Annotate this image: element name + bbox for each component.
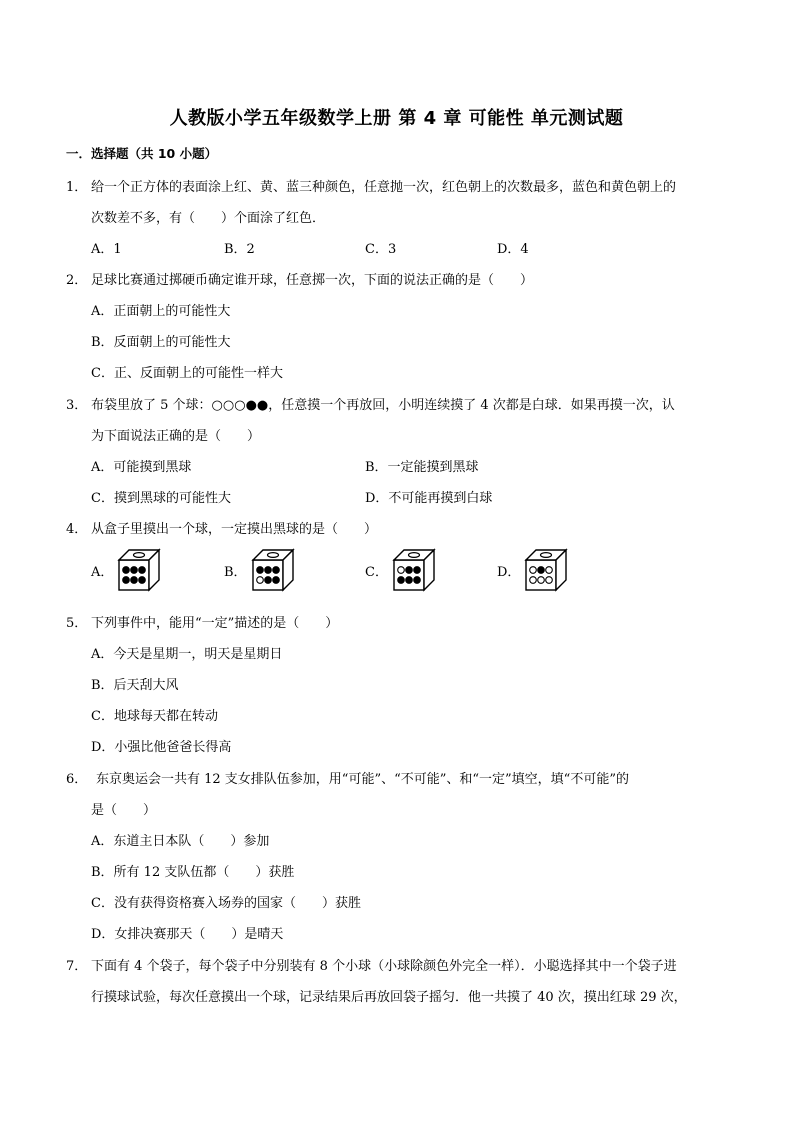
black-ball — [131, 577, 138, 584]
question-5-option-d: D．小强比他爸爸长得高 — [91, 740, 232, 755]
box-front-face — [526, 560, 556, 590]
question-3-number: 3． — [66, 398, 88, 413]
black-ball — [272, 577, 279, 584]
ball-box-icon — [392, 548, 436, 592]
box-front-face — [394, 560, 424, 590]
question-7-number: 7． — [66, 959, 88, 974]
question-6-option-a: A．东道主日本队（ ）参加 — [91, 834, 270, 849]
question-4-option-c — [365, 548, 436, 592]
white-ball — [546, 567, 553, 574]
question-2-number: 2． — [66, 273, 88, 288]
question-5-text-line1: 下列事件中，能用“一定”描述的是（ ） — [91, 616, 339, 631]
question-1-text-line2: 次数差不多，有（ ）个面涂了红色． — [91, 211, 326, 226]
question-6-option-c: C．没有获得资格赛入场券的国家（ ）获胜 — [91, 896, 361, 911]
question-6-number: 6． — [66, 772, 88, 787]
option-label: A． — [91, 564, 114, 580]
black-ball — [123, 577, 130, 584]
question-2-text-line1: 足球比赛通过掷硬币确定谁开球，任意掷一次，下面的说法正确的是（ ） — [91, 273, 534, 288]
box-hole — [408, 553, 419, 558]
option-label: B． — [224, 564, 247, 580]
section-heading: 一．选择题（共 10 小题） — [66, 146, 218, 161]
question-3-option-b: B．一定能摸到黑球 — [365, 460, 479, 475]
question-4-option-b — [224, 548, 295, 592]
white-ball — [530, 567, 537, 574]
black-ball — [139, 577, 146, 584]
question-3-option-c: C．摸到黑球的可能性大 — [91, 491, 231, 506]
option-label: D． — [497, 564, 521, 580]
question-3-option-d: D．不可能再摸到白球 — [365, 491, 493, 506]
question-2-option-c: C．正、反面朝上的可能性一样大 — [91, 366, 283, 381]
question-2-option-a: A．正面朝上的可能性大 — [91, 304, 231, 319]
question-6-option-d: D．女排决赛那天（ ）是晴天 — [91, 927, 284, 942]
white-ball — [530, 577, 537, 584]
option-label: C． — [365, 564, 388, 580]
question-4-option-d — [497, 548, 568, 592]
page-title: 人教版小学五年级数学上册 第 4 章 可能性 单元测试题 — [169, 108, 624, 129]
question-1-option-b: B．2 — [224, 242, 255, 257]
box-hole — [267, 553, 278, 558]
white-ball — [538, 577, 545, 584]
box-hole — [541, 553, 552, 558]
black-ball — [264, 567, 271, 574]
ball-box-icon — [251, 548, 295, 592]
question-4-option-a — [91, 548, 161, 592]
question-6-text-line2: 是（ ） — [91, 803, 157, 818]
black-ball — [272, 567, 279, 574]
black-ball — [538, 567, 545, 574]
black-ball — [123, 567, 130, 574]
question-3-text-line2: 为下面说法正确的是（ ） — [91, 429, 261, 444]
question-5-number: 5． — [66, 616, 88, 631]
black-ball — [406, 577, 413, 584]
box-front-face — [253, 560, 283, 590]
question-3-text-line1: 布袋里放了 5 个球：○○○●●，任意摸一个再放回，小明连续摸了 4 次都是白球．如果再摸一次，认 — [91, 398, 675, 413]
question-5-option-c: C．地球每天都在转动 — [91, 709, 218, 724]
box-hole — [134, 553, 145, 558]
question-1-text-line1: 给一个正方体的表面涂上红、黄、蓝三种颜色，任意抛一次，红色朝上的次数最多，蓝色和黄色朝上的 — [91, 180, 677, 195]
black-ball — [131, 567, 138, 574]
question-4-text-line1: 从盒子里摸出一个球，一定摸出黑球的是（ ） — [91, 522, 378, 537]
question-2-option-b: B．反面朝上的可能性大 — [91, 335, 231, 350]
question-3-option-a: A．可能摸到黑球 — [91, 460, 192, 475]
question-4-number: 4． — [66, 522, 88, 537]
white-ball — [398, 567, 405, 574]
black-ball — [264, 577, 271, 584]
box-front-face — [119, 560, 149, 590]
question-1-option-a: A．1 — [91, 242, 122, 257]
white-ball — [256, 577, 263, 584]
question-5-option-a: A．今天是星期一，明天是星期日 — [91, 647, 283, 662]
question-7-text-line2: 行摸球试验，每次任意摸出一个球，记录结果后再放回袋子摇匀．他一共摸了 40 次，摸出红球 29 次， — [91, 990, 687, 1005]
black-ball — [139, 567, 146, 574]
question-6-text-line1: 东京奥运会一共有 12 支女排队伍参加，用“可能”、“不可能”、和“一定”填空，填“不可能”的 — [96, 772, 629, 787]
black-ball — [256, 567, 263, 574]
question-1-option-c: C．3 — [365, 242, 397, 257]
black-ball — [406, 567, 413, 574]
black-ball — [414, 577, 421, 584]
question-5-option-b: B．后天刮大风 — [91, 678, 179, 693]
black-ball — [414, 567, 421, 574]
ball-box-icon — [117, 548, 161, 592]
white-ball — [546, 577, 553, 584]
black-ball — [398, 577, 405, 584]
question-1-option-d: D．4 — [497, 242, 529, 257]
question-7-text-line1: 下面有 4 个袋子，每个袋子中分别装有 8 个小球（小球除颜色外完全一样）．小聪选择其中一个袋子进 — [91, 959, 677, 974]
question-1-number: 1． — [66, 180, 88, 195]
ball-box-icon — [524, 548, 568, 592]
question-6-option-b: B．所有 12 支队伍都（ ）获胜 — [91, 865, 295, 880]
